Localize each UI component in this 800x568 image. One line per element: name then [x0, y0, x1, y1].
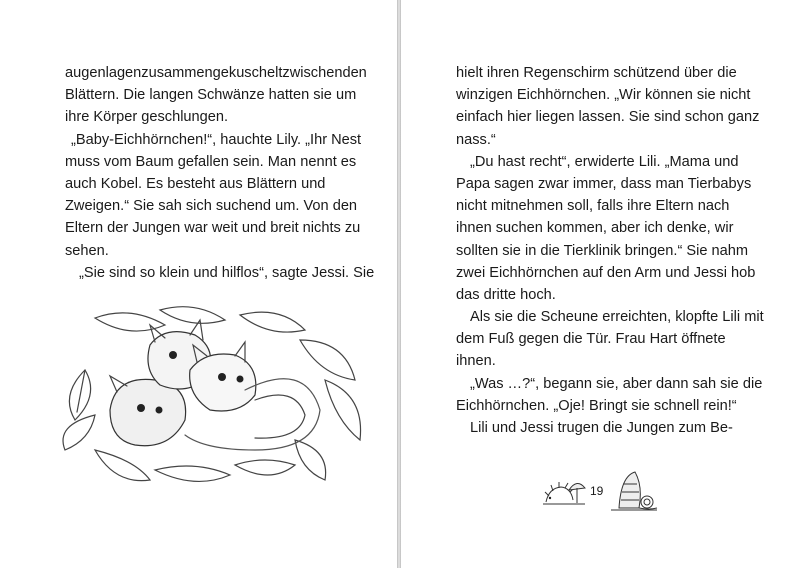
text-line: einfach hier liegen lassen. Sie sind schon ganz: [456, 109, 760, 126]
text-line: muss vom Baum gefallen sein. Man nennt es: [65, 153, 357, 170]
text-line: ihre Körper geschlungen.: [65, 109, 229, 126]
text-line: ihnen suchen kommen, aber ich denke, wir: [456, 220, 734, 237]
text-line: augenlagenzusammengekuscheltzwischenden: [65, 65, 367, 81]
right-page: [401, 0, 800, 568]
text-line: Lili und Jessi trugen die Jungen zum Be-: [470, 420, 733, 436]
snail-mushroom-icon: [609, 470, 659, 515]
text-line: Eichhörnchen. „Oje! Bringt sie schnell rein!“: [456, 397, 737, 414]
text-line: „Baby-Eichhörnchen!“, hauchte Lily. „Ihr Nest: [71, 131, 362, 148]
page-number: 19: [590, 484, 604, 498]
text-line: nass.“: [456, 131, 496, 148]
text-line: auch Kobel. Es besteht aus Blättern und: [65, 175, 326, 192]
text-line: sehen.: [65, 242, 109, 259]
text-line: zwei Eichhörnchen auf den Arm und Jessi hob: [456, 264, 756, 281]
hedgehog-mushroom-icon: [541, 470, 586, 510]
text-line: Blättern. Die langen Schwänze hatten sie um: [65, 87, 357, 104]
text-line: nicht mitnehmen soll, falls ihre Eltern nach: [456, 198, 730, 215]
left-page-text: [65, 62, 374, 284]
squirrel-nest-illustration-icon: [55, 300, 375, 490]
text-line: dem Fuß gegen die Tür. Frau Hart öffnete: [456, 331, 726, 348]
text-line: hielt ihren Regenschirm schützend über die: [456, 65, 737, 81]
text-line: ihnen.: [456, 353, 496, 370]
text-line: Eltern der Jungen war weit und breit nichts zu: [65, 220, 361, 237]
left-page: [0, 0, 397, 568]
right-page-text: [456, 62, 764, 439]
text-line: winzigen Eichhörnchen. „Wir können sie nicht: [456, 87, 751, 104]
text-line: „Was …?“, begann sie, aber dann sah sie die: [470, 375, 763, 392]
text-line: „Sie sind so klein und hilflos“, sagte Jessi. Sie: [79, 264, 375, 281]
text-line: „Du hast recht“, erwiderte Lili. „Mama und: [470, 153, 739, 170]
text-line: das dritte hoch.: [456, 286, 556, 303]
text-line: sollten sie in die Tierklinik bringen.“ Sie nahm: [456, 242, 749, 259]
text-line: Als sie die Scheune erreichten, klopfte Lili mit: [470, 309, 764, 326]
text-line: Papa sagen zwar immer, dass man Tierbabys: [456, 175, 752, 192]
text-line: Zweigen.“ Sie sah sich suchend um. Von den: [65, 198, 358, 215]
